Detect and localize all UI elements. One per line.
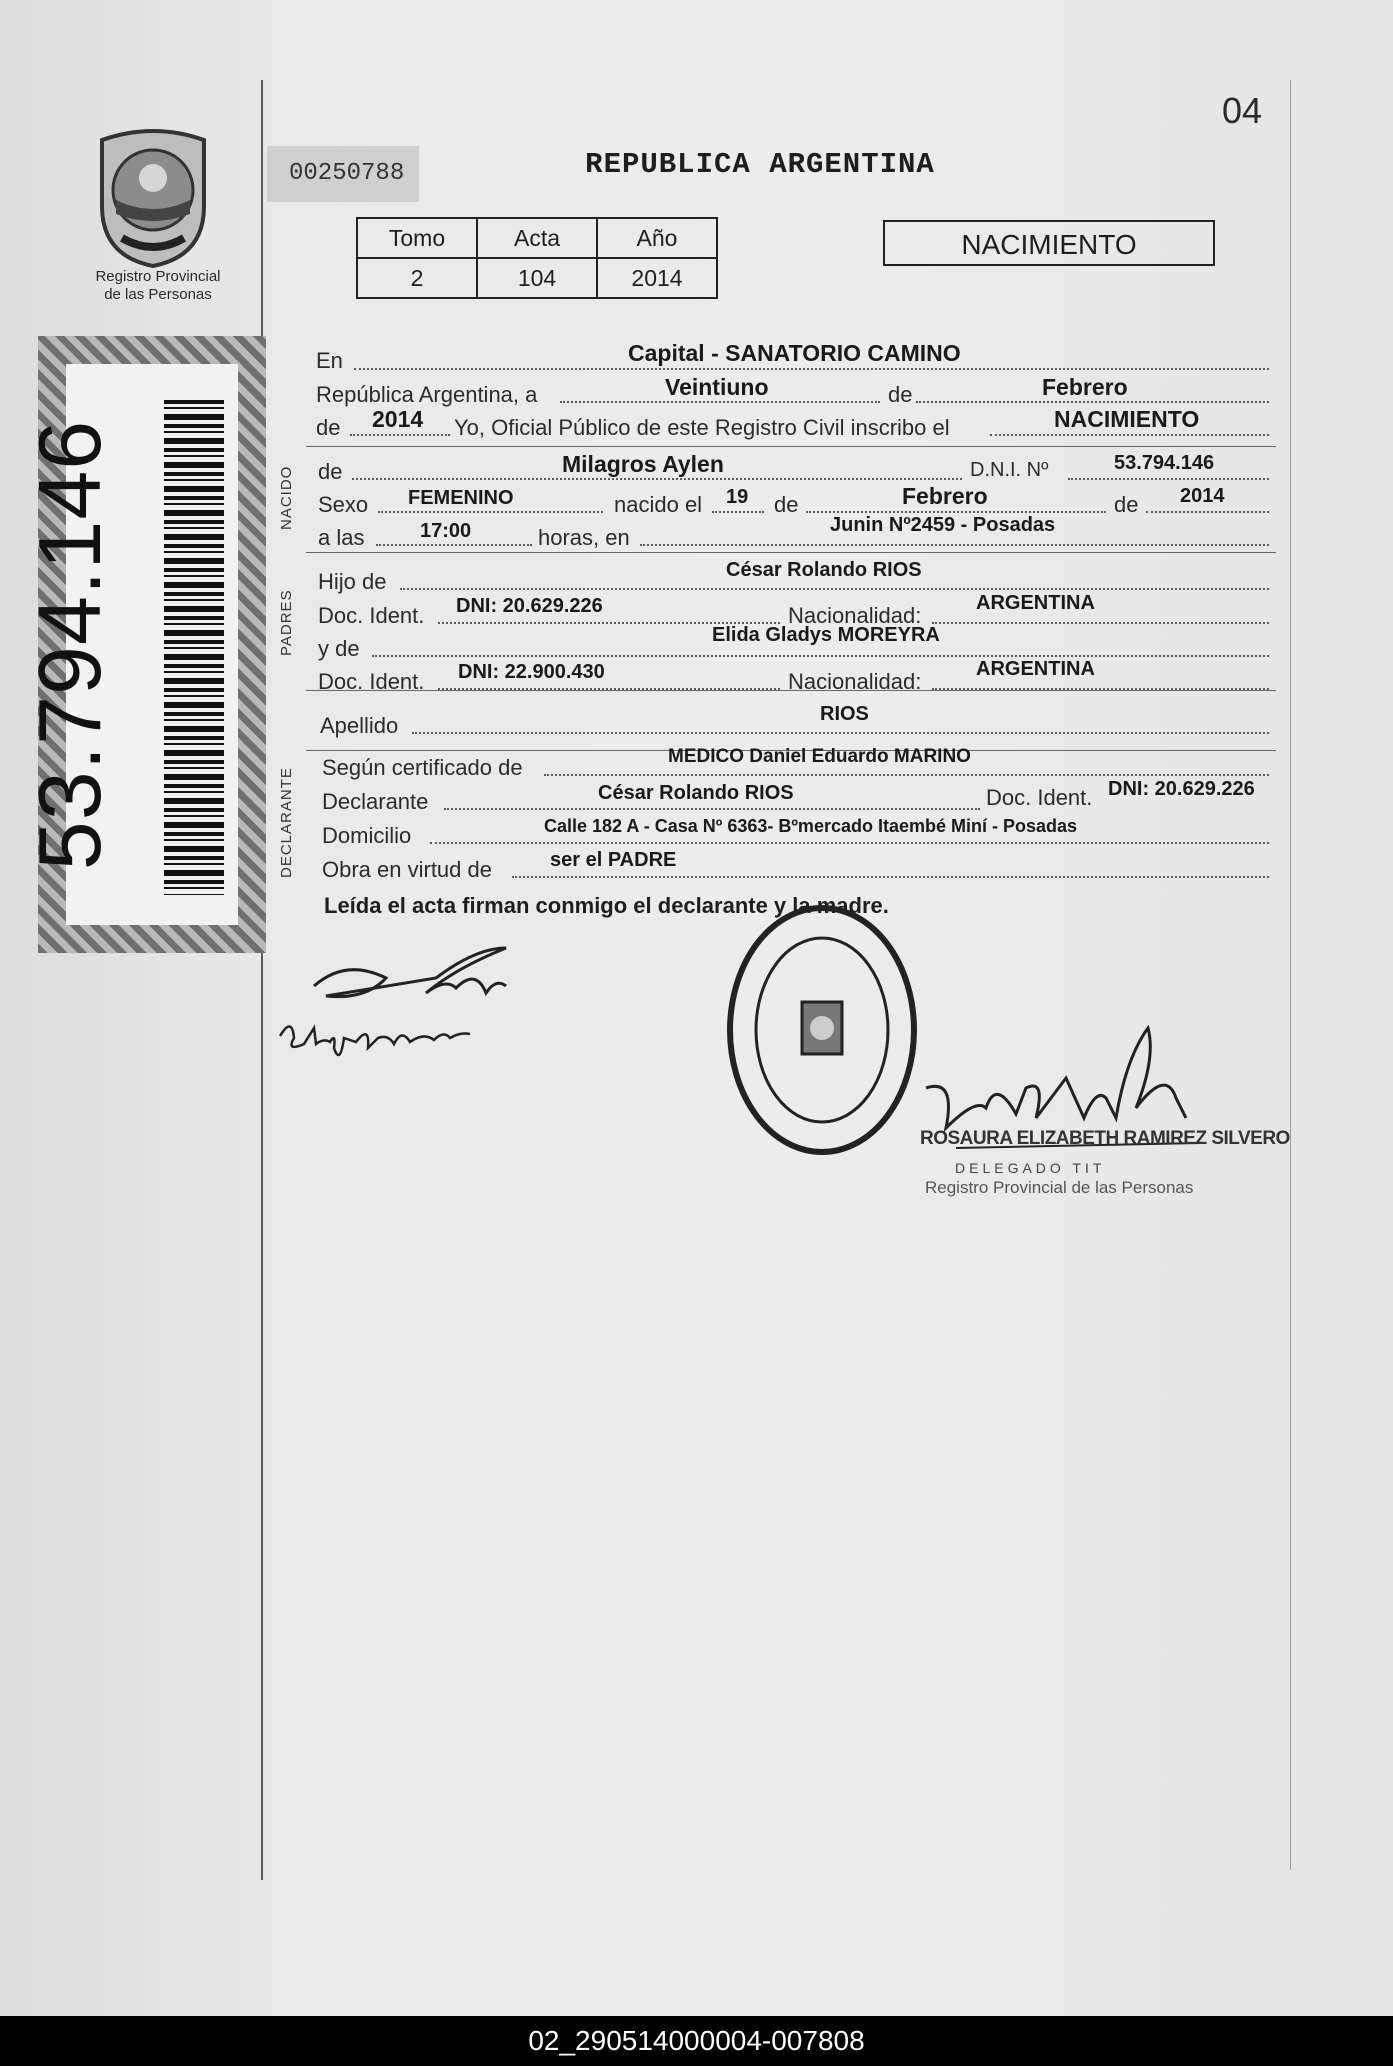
label-en: En	[316, 348, 343, 373]
value-anio-acta: 2014	[372, 406, 424, 432]
page-number: 04	[1222, 90, 1263, 131]
value-declarante: César Rolando RIOS	[598, 782, 794, 804]
dotted-line	[806, 511, 1106, 513]
dotted-line	[350, 434, 450, 436]
label-domicilio: Domicilio	[322, 823, 412, 848]
page-title: REPUBLICA ARGENTINA	[585, 148, 935, 181]
label-de: de	[1114, 492, 1139, 517]
section-label-padres: PADRES	[278, 589, 295, 656]
value-anio-nac: 2014	[1180, 485, 1225, 507]
label-republica-a: República Argentina, a	[316, 382, 538, 407]
official-institution: Registro Provincial de las Personas	[925, 1178, 1194, 1197]
label-dni: D.N.I. Nº	[970, 459, 1049, 481]
value-nombre: Milagros Aylen	[562, 451, 724, 477]
value-dia-nac: 19	[726, 486, 749, 508]
registry-label-line1: Registro Provincial	[95, 268, 221, 285]
closing-statement: Leída el acta firman conmigo el declarante y la madre.	[324, 893, 889, 918]
misiones-emblem-icon	[92, 128, 214, 270]
dotted-line	[916, 401, 1269, 403]
declarant-signature-icon	[306, 938, 516, 1008]
dotted-line	[990, 434, 1269, 436]
dotted-line	[438, 688, 780, 690]
value-mes-nac: Febrero	[902, 483, 988, 509]
registry-label	[58, 268, 258, 304]
value-hora: 17:00	[420, 520, 472, 542]
dotted-line	[412, 732, 1269, 734]
dni-barcode-inner	[20, 364, 238, 925]
value-madre: Elida Gladys MOREYRA	[712, 624, 940, 646]
dotted-line	[932, 622, 1269, 624]
value-inscribe: NACIMIENTO	[1054, 406, 1200, 432]
value-lugar-nac: Junin Nº2459 - Posadas	[830, 514, 1056, 536]
registry-header-anio: Año	[597, 218, 717, 258]
dotted-line	[712, 511, 764, 513]
label-nacionalidad: Nacionalidad:	[788, 603, 922, 628]
value-dia-texto: Veintiuno	[665, 374, 769, 400]
dni-barcode-number: 53.794.146	[20, 419, 119, 871]
dotted-line	[932, 688, 1269, 690]
label-sexo: Sexo	[318, 492, 369, 517]
dotted-line	[512, 876, 1269, 878]
dotted-line	[400, 588, 1269, 590]
registry-label-line2: de las Personas	[104, 286, 212, 303]
acta-number: 00250788	[267, 146, 419, 202]
official-name: ROSAURA ELIZABETH RAMIREZ SILVERO	[920, 1128, 1290, 1149]
value-madre-nac: ARGENTINA	[976, 658, 1095, 680]
section-label-nacido: NACIDO	[278, 465, 295, 530]
barcode-icon	[164, 400, 224, 895]
label-de: de	[316, 415, 341, 440]
dotted-line	[444, 808, 980, 810]
label-yo-oficial: Yo, Oficial Público de este Registro Civil inscribo el	[454, 415, 950, 440]
document-footer-code: 02_290514000004-007808	[0, 2016, 1393, 2066]
dotted-line	[430, 842, 1269, 844]
label-apellido: Apellido	[320, 713, 399, 738]
dotted-line	[378, 511, 603, 513]
label-obra-en-virtud: Obra en virtud de	[322, 857, 492, 882]
value-obra-en-virtud: ser el PADRE	[550, 849, 677, 871]
dotted-line	[640, 544, 1269, 546]
label-doc-ident: Doc. Ident.	[986, 785, 1093, 810]
dotted-line	[560, 401, 880, 403]
value-lugar: Capital - SANATORIO CAMINO	[628, 340, 961, 366]
label-nacionalidad: Nacionalidad:	[788, 669, 922, 694]
value-apellido: RIOS	[820, 703, 869, 725]
value-padre-nac: ARGENTINA	[976, 592, 1095, 614]
dotted-line	[376, 544, 532, 546]
value-madre-doc: DNI: 22.900.430	[458, 661, 605, 683]
value-padre-doc: DNI: 20.629.226	[456, 595, 603, 617]
value-declarante-doc: DNI: 20.629.226	[1108, 778, 1255, 800]
section-divider	[306, 446, 1276, 447]
registry-stamp-icon	[722, 900, 922, 1160]
value-domicilio: Calle 182 A - Casa Nº 6363- Bºmercado Itaembé Miní - Posadas	[544, 816, 1078, 836]
label-doc-ident: Doc. Ident.	[318, 603, 425, 628]
label-hijo-de: Hijo de	[318, 569, 387, 594]
label-segun-certificado: Según certificado de	[322, 755, 523, 780]
registry-value-anio: 2014	[597, 258, 717, 298]
registry-header-acta: Acta	[477, 218, 597, 258]
dotted-line	[372, 655, 1269, 657]
registry-table-header-row	[357, 218, 717, 258]
label-de: de	[774, 492, 799, 517]
value-sexo: FEMENINO	[408, 487, 514, 509]
label-declarante: Declarante	[322, 789, 429, 814]
value-certificado: MEDICO Daniel Eduardo MARINO	[668, 746, 971, 767]
mother-signature-icon	[274, 1008, 474, 1070]
registry-value-tomo: 2	[357, 258, 477, 298]
registry-table-value-row	[357, 258, 717, 298]
value-padre: César Rolando RIOS	[726, 559, 922, 581]
right-margin-rule	[1290, 80, 1291, 1870]
registry-value-acta: 104	[477, 258, 597, 298]
label-de: de	[888, 382, 913, 407]
label-horas-en: horas, en	[538, 525, 630, 550]
dotted-line	[544, 774, 1269, 776]
value-mes-acta: Febrero	[1042, 374, 1128, 400]
dotted-line	[1146, 511, 1269, 513]
section-label-declarante: DECLARANTE	[278, 767, 295, 878]
official-role: DELEGADO TIT	[955, 1160, 1106, 1176]
dotted-line	[1068, 478, 1269, 480]
registry-header-tomo: Tomo	[357, 218, 477, 258]
dni-barcode-panel	[20, 336, 266, 953]
label-nacido-el: nacido el	[614, 492, 703, 517]
value-dni: 53.794.146	[1114, 452, 1215, 474]
registry-table	[356, 217, 718, 299]
section-divider	[306, 552, 1276, 553]
label-de: de	[318, 459, 343, 484]
label-a-las: a las	[318, 525, 365, 550]
record-type-box: NACIMIENTO	[883, 220, 1215, 266]
dotted-line	[352, 478, 962, 480]
dotted-line	[354, 368, 1269, 370]
label-doc-ident: Doc. Ident.	[318, 669, 425, 694]
label-y-de: y de	[318, 636, 360, 661]
